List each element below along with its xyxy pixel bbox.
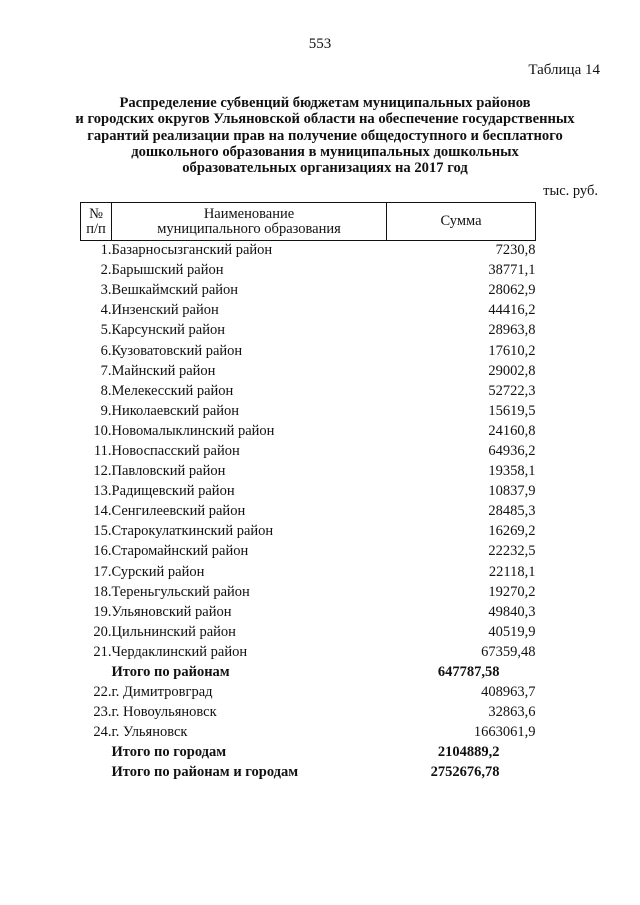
table-total-row [81, 662, 536, 682]
row-name: Вешкаймский район [111, 282, 239, 299]
header-number-line2: п/п [86, 220, 106, 237]
table-body [81, 241, 536, 784]
row-name: Базарносызганский район [111, 242, 273, 259]
title-line: образовательных организациях на 2017 год [182, 160, 468, 177]
row-sum: 16269,2 [488, 523, 536, 540]
row-number: 1. [100, 242, 112, 259]
row-number [81, 743, 112, 763]
row-number: 16. [93, 543, 112, 560]
row-sum: 10837,9 [488, 483, 536, 500]
row-number: 20. [93, 623, 112, 640]
row-name: Инзенский район [111, 302, 219, 319]
table-row [81, 482, 536, 502]
table-row [81, 421, 536, 441]
title-line: гарантий реализации прав на получение общедоступного и бесплатного [87, 127, 563, 144]
row-sum: 49840,3 [488, 603, 536, 620]
row-sum: 40519,9 [488, 623, 536, 640]
row-number: 15. [93, 523, 112, 540]
row-sum: 22118,1 [488, 563, 536, 580]
table-row [81, 602, 536, 622]
table-label: Таблица 14 [528, 62, 600, 78]
row-sum: 64936,2 [488, 442, 536, 459]
table-row [81, 261, 536, 281]
title-line: и городских округов Ульяновской области на обеспечение государственных [75, 111, 575, 128]
row-name: г. Димитровград [111, 684, 213, 701]
row-name: Итого по районам [111, 664, 230, 681]
row-sum: 19358,1 [488, 463, 536, 480]
row-number: 5. [100, 322, 112, 339]
row-number: 2. [100, 262, 112, 279]
table-row [81, 723, 536, 743]
row-number: 24. [93, 724, 112, 741]
row-name: Ульяновский район [111, 603, 232, 620]
row-number: 14. [93, 503, 112, 520]
row-number: 3. [100, 282, 112, 299]
table-row [81, 522, 536, 542]
header-name-line1: Наименование [203, 205, 295, 222]
table-row [81, 582, 536, 602]
title-line: дошкольного образования в муниципальных дошкольных [131, 143, 519, 160]
header-name-line2: муниципального образования [157, 220, 341, 237]
table-row [81, 502, 536, 522]
row-sum: 28062,9 [488, 282, 536, 299]
row-sum: 24160,8 [488, 422, 536, 439]
header-sum: Сумма [387, 203, 536, 241]
row-name: Николаевский район [111, 402, 240, 419]
row-number: 21. [93, 643, 112, 660]
document-title [64, 95, 586, 176]
header-number-line1: № [89, 205, 103, 222]
title-line: Распределение субвенций бюджетам муниципальных районов [119, 95, 531, 111]
row-number: 11. [93, 442, 112, 459]
row-name: Майнский район [111, 362, 216, 379]
row-number: 13. [93, 483, 112, 500]
row-name: Барышский район [111, 262, 224, 279]
row-sum: 22232,5 [488, 543, 536, 560]
row-sum: 44416,2 [488, 302, 536, 319]
table-row [81, 341, 536, 361]
header-number [81, 203, 112, 241]
row-number: 4. [100, 302, 112, 319]
row-name: Итого по районам и городам [111, 764, 299, 781]
table-row [81, 542, 536, 562]
row-sum: 15619,5 [488, 402, 536, 419]
table-row [81, 241, 536, 261]
row-name: Радищевский район [111, 483, 235, 500]
row-sum: 7230,8 [495, 242, 536, 259]
table-row [81, 642, 536, 662]
row-number: 6. [100, 342, 112, 359]
row-name: Цильнинский район [111, 623, 236, 640]
table-row [81, 401, 536, 421]
row-name: Сурский район [111, 563, 205, 580]
row-number: 22. [93, 684, 112, 701]
row-sum: 17610,2 [488, 342, 536, 359]
subsidy-table [80, 202, 536, 783]
row-number: 8. [100, 382, 112, 399]
row-name: Карсунский район [111, 322, 226, 339]
table-total-row [81, 763, 536, 783]
row-name: Кузоватовский район [111, 342, 243, 359]
row-name: Чердаклинский район [111, 643, 248, 660]
row-sum: 28485,3 [488, 503, 536, 520]
row-number: 7. [100, 362, 112, 379]
table-row [81, 321, 536, 341]
row-number: 23. [93, 704, 112, 721]
row-sum: 2752676,78 [430, 764, 500, 781]
table-row [81, 441, 536, 461]
table-row [81, 703, 536, 723]
row-name: Новоспасский район [111, 442, 240, 459]
table-header-row [81, 203, 536, 241]
row-sum: 19270,2 [488, 583, 536, 600]
header-name [112, 203, 387, 241]
row-number: 12. [93, 463, 112, 480]
table-row [81, 683, 536, 703]
row-number [81, 662, 112, 682]
row-sum: 408963,7 [481, 684, 536, 701]
row-sum: 647787,58 [437, 664, 500, 681]
row-sum: 32863,6 [488, 704, 536, 721]
row-name: Новомалыклинский район [111, 422, 275, 439]
row-name: Итого по городам [111, 744, 227, 761]
row-sum: 38771,1 [488, 262, 536, 279]
row-name: Старомайнский район [111, 543, 249, 560]
table-row [81, 381, 536, 401]
row-name: Павловский район [111, 463, 226, 480]
row-sum: 28963,8 [488, 322, 536, 339]
row-sum: 2104889,2 [437, 744, 500, 761]
row-number: 18. [93, 583, 112, 600]
row-number: 19. [93, 603, 112, 620]
row-sum: 29002,8 [488, 362, 536, 379]
row-name: Сенгилеевский район [111, 503, 246, 520]
row-name: Старокулаткинский район [111, 523, 274, 540]
row-sum: 67359,48 [481, 643, 536, 660]
table-row [81, 562, 536, 582]
row-number: 9. [100, 402, 112, 419]
row-sum: 52722,3 [488, 382, 536, 399]
page-number: 553 [308, 36, 332, 52]
row-name: г. Новоульяновск [111, 704, 217, 721]
row-sum: 1663061,9 [473, 724, 536, 741]
unit-label: тыс. руб. [543, 183, 598, 199]
row-name: г. Ульяновск [111, 724, 188, 741]
table-row [81, 622, 536, 642]
row-name: Мелекесский район [111, 382, 234, 399]
row-name: Тереньгульский район [111, 583, 250, 600]
row-number: 17. [93, 563, 112, 580]
table-row [81, 301, 536, 321]
table-total-row [81, 743, 536, 763]
table-row [81, 281, 536, 301]
table-row [81, 361, 536, 381]
table-row [81, 462, 536, 482]
row-number: 10. [93, 422, 112, 439]
row-number [81, 763, 112, 783]
